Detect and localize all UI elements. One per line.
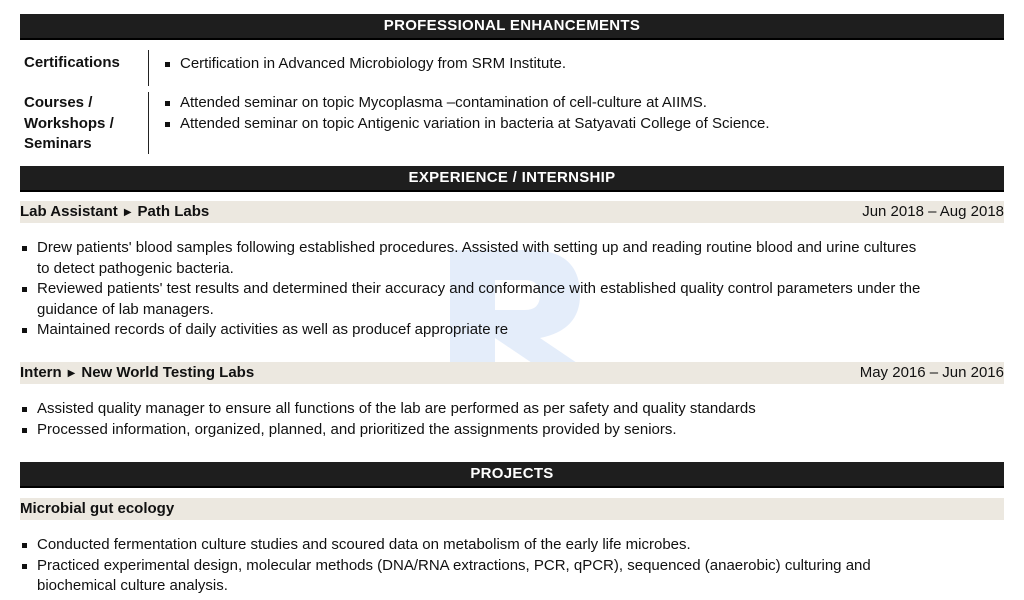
courses-label-line-2: Workshops /: [24, 115, 114, 132]
project-title: Microbial gut ecology: [20, 500, 175, 517]
job-bullet-line: guidance of lab managers.: [37, 301, 214, 318]
project-header: [20, 498, 1004, 520]
job-header: [20, 201, 1004, 223]
divider-line: [148, 92, 149, 154]
job-header: [20, 362, 1004, 384]
section-header-professional-enhancements: PROFESSIONAL ENHANCEMENTS: [20, 14, 1004, 40]
seminar-item: Attended seminar on topic Antigenic variation in bacteria at Satyavati College of Science.: [180, 115, 770, 132]
project-bullet-line: Practiced experimental design, molecular methods (DNA/RNA extractions, PCR, qPCR), sequenced (anaerobic) culturing and: [37, 557, 871, 574]
triangle-right-icon: ▶: [123, 207, 132, 218]
square-bullet-icon: [165, 122, 170, 127]
square-bullet-icon: [165, 101, 170, 106]
square-bullet-icon: [22, 428, 27, 433]
job-bullet-line: Reviewed patients' test results and determined their accuracy and conformance with established quality control parameters under the: [37, 280, 921, 297]
job-dates: Jun 2018 – Aug 2018: [862, 203, 1004, 220]
square-bullet-icon: [22, 328, 27, 333]
divider-line: [148, 50, 149, 86]
job-bullet-line: Drew patients' blood samples following established procedures. Assisted with setting up and reading routine blood and urine cultures: [37, 239, 917, 256]
square-bullet-icon: [22, 564, 27, 569]
square-bullet-icon: [22, 407, 27, 412]
section-header-experience: EXPERIENCE / INTERNSHIP: [20, 166, 1004, 192]
triangle-right-icon: ▶: [67, 368, 76, 379]
square-bullet-icon: [22, 287, 27, 292]
square-bullet-icon: [165, 62, 170, 67]
watermark-logo-icon: [440, 240, 590, 370]
job-dates: May 2016 – Jun 2016: [859, 364, 1004, 381]
courses-label-line-1: Courses /: [24, 94, 93, 111]
certifications-label: Certifications: [24, 54, 120, 71]
job-company: Path Labs: [137, 203, 210, 220]
project-bullet-line: biochemical culture analysis.: [37, 577, 228, 594]
job-bullet-line: Assisted quality manager to ensure all functions of the lab are performed as per safety and quality standards: [37, 400, 756, 417]
square-bullet-icon: [22, 543, 27, 548]
square-bullet-icon: [22, 246, 27, 251]
job-title: [20, 202, 209, 223]
job-bullet-line: to detect pathogenic bacteria.: [37, 260, 234, 277]
section-header-projects: PROJECTS: [20, 462, 1004, 488]
job-bullet-line: Maintained records of daily activities as well as producef appropriate re: [37, 321, 509, 338]
job-title: [20, 363, 254, 384]
job-bullet-line: Processed information, organized, planned, and prioritized the assignments provided by seniors.: [37, 421, 677, 438]
job-company: New World Testing Labs: [81, 364, 255, 381]
seminar-item: Attended seminar on topic Mycoplasma –contamination of cell-culture at AIIMS.: [180, 94, 707, 111]
project-bullet-line: Conducted fermentation culture studies and scoured data on metabolism of the early life microbes.: [37, 536, 691, 553]
job-role: Lab Assistant: [20, 203, 118, 220]
courses-label-line-3: Seminars: [24, 135, 92, 152]
job-role: Intern: [20, 364, 62, 381]
certification-item: Certification in Advanced Microbiology from SRM Institute.: [180, 55, 566, 72]
